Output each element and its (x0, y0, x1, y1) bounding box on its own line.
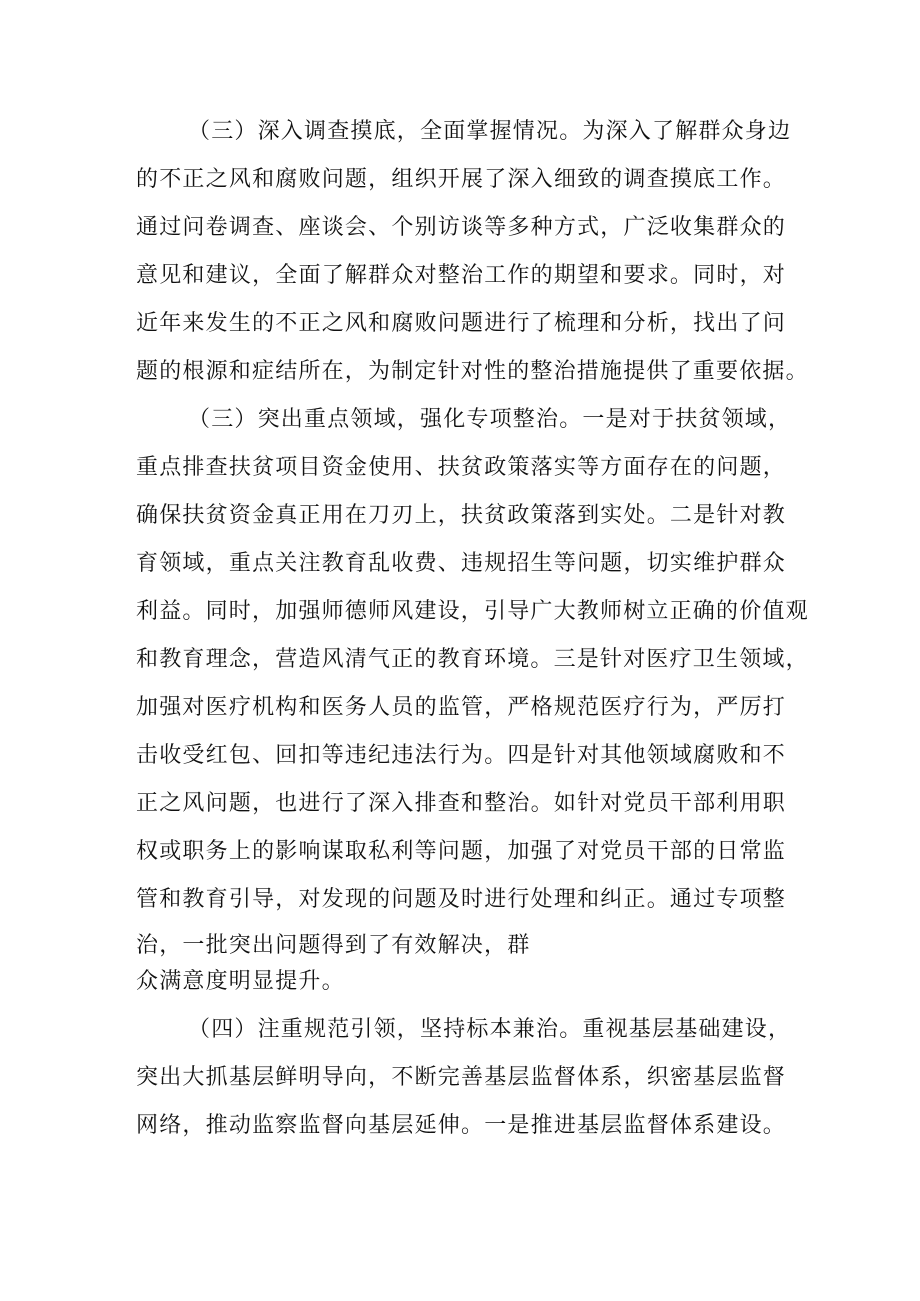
paragraph-2-line-1: （三）突出重点领域，强化专项整治。一是对于扶贫领域， (188, 407, 792, 432)
paragraph-2-line-2: 重点排查扶贫项目资金使用、扶贫政策落实等方面存在的问题， (136, 455, 786, 480)
paragraph-2-line-9: 正之风问题，也进行了深入排查和整治。如针对党员干部利用职 (136, 791, 786, 816)
paragraph-1-line-2: 的不正之风和腐败问题，组织开展了深入细致的调查摸底工作。 (136, 167, 786, 192)
paragraph-2-line-6: 和教育理念，营造风清气正的教育环境。三是针对医疗卫生领域， (136, 647, 809, 672)
paragraph-2-line-3: 确保扶贫资金真正用在刀刃上，扶贫政策落到实处。二是针对教 (136, 503, 786, 528)
paragraph-1-line-1: （三）深入调查摸底，全面掌握情况。为深入了解群众身边 (188, 119, 792, 144)
paragraph-1-line-4: 意见和建议，全面了解群众对整治工作的期望和要求。同时，对 (136, 263, 786, 288)
paragraph-1-line-5: 近年来发生的不正之风和腐败问题进行了梳理和分析，找出了问 (136, 311, 786, 336)
paragraph-3-line-3: 网络，推动监察监督向基层延伸。一是推进基层监督体系建设。 (136, 1113, 786, 1138)
paragraph-2-line-13: 众满意度明显提升。 (136, 969, 345, 994)
paragraph-1-line-3: 通过问卷调查、座谈会、个别访谈等多种方式，广泛收集群众的 (136, 215, 786, 240)
paragraph-2-line-12: 治，一批突出问题得到了有效解决，群 (136, 933, 531, 958)
paragraph-2-line-8: 击收受红包、回扣等违纪违法行为。四是针对其他领域腐败和不 (136, 743, 786, 768)
paragraph-2-line-10: 权或职务上的影响谋取私利等问题，加强了对党员干部的日常监 (136, 839, 786, 864)
paragraph-2-line-4: 育领域，重点关注教育乱收费、违规招生等问题，切实维护群众 (136, 551, 786, 576)
paragraph-2-line-7: 加强对医疗机构和医务人员的监管，严格规范医疗行为，严厉打 (136, 695, 786, 720)
paragraph-3-line-2: 突出大抓基层鲜明导向，不断完善基层监督体系，织密基层监督 (136, 1065, 786, 1090)
paragraph-1-line-6: 题的根源和症结所在，为制定针对性的整治措施提供了重要依据。 (136, 359, 809, 384)
paragraph-2-line-11: 管和教育引导，对发现的问题及时进行处理和纠正。通过专项整 (136, 887, 786, 912)
paragraph-3-line-1: （四）注重规范引领，坚持标本兼治。重视基层基础建设， (188, 1017, 792, 1042)
paragraph-2-line-5: 利益。同时，加强师德师风建设，引导广大教师树立正确的价值观 (136, 599, 809, 624)
